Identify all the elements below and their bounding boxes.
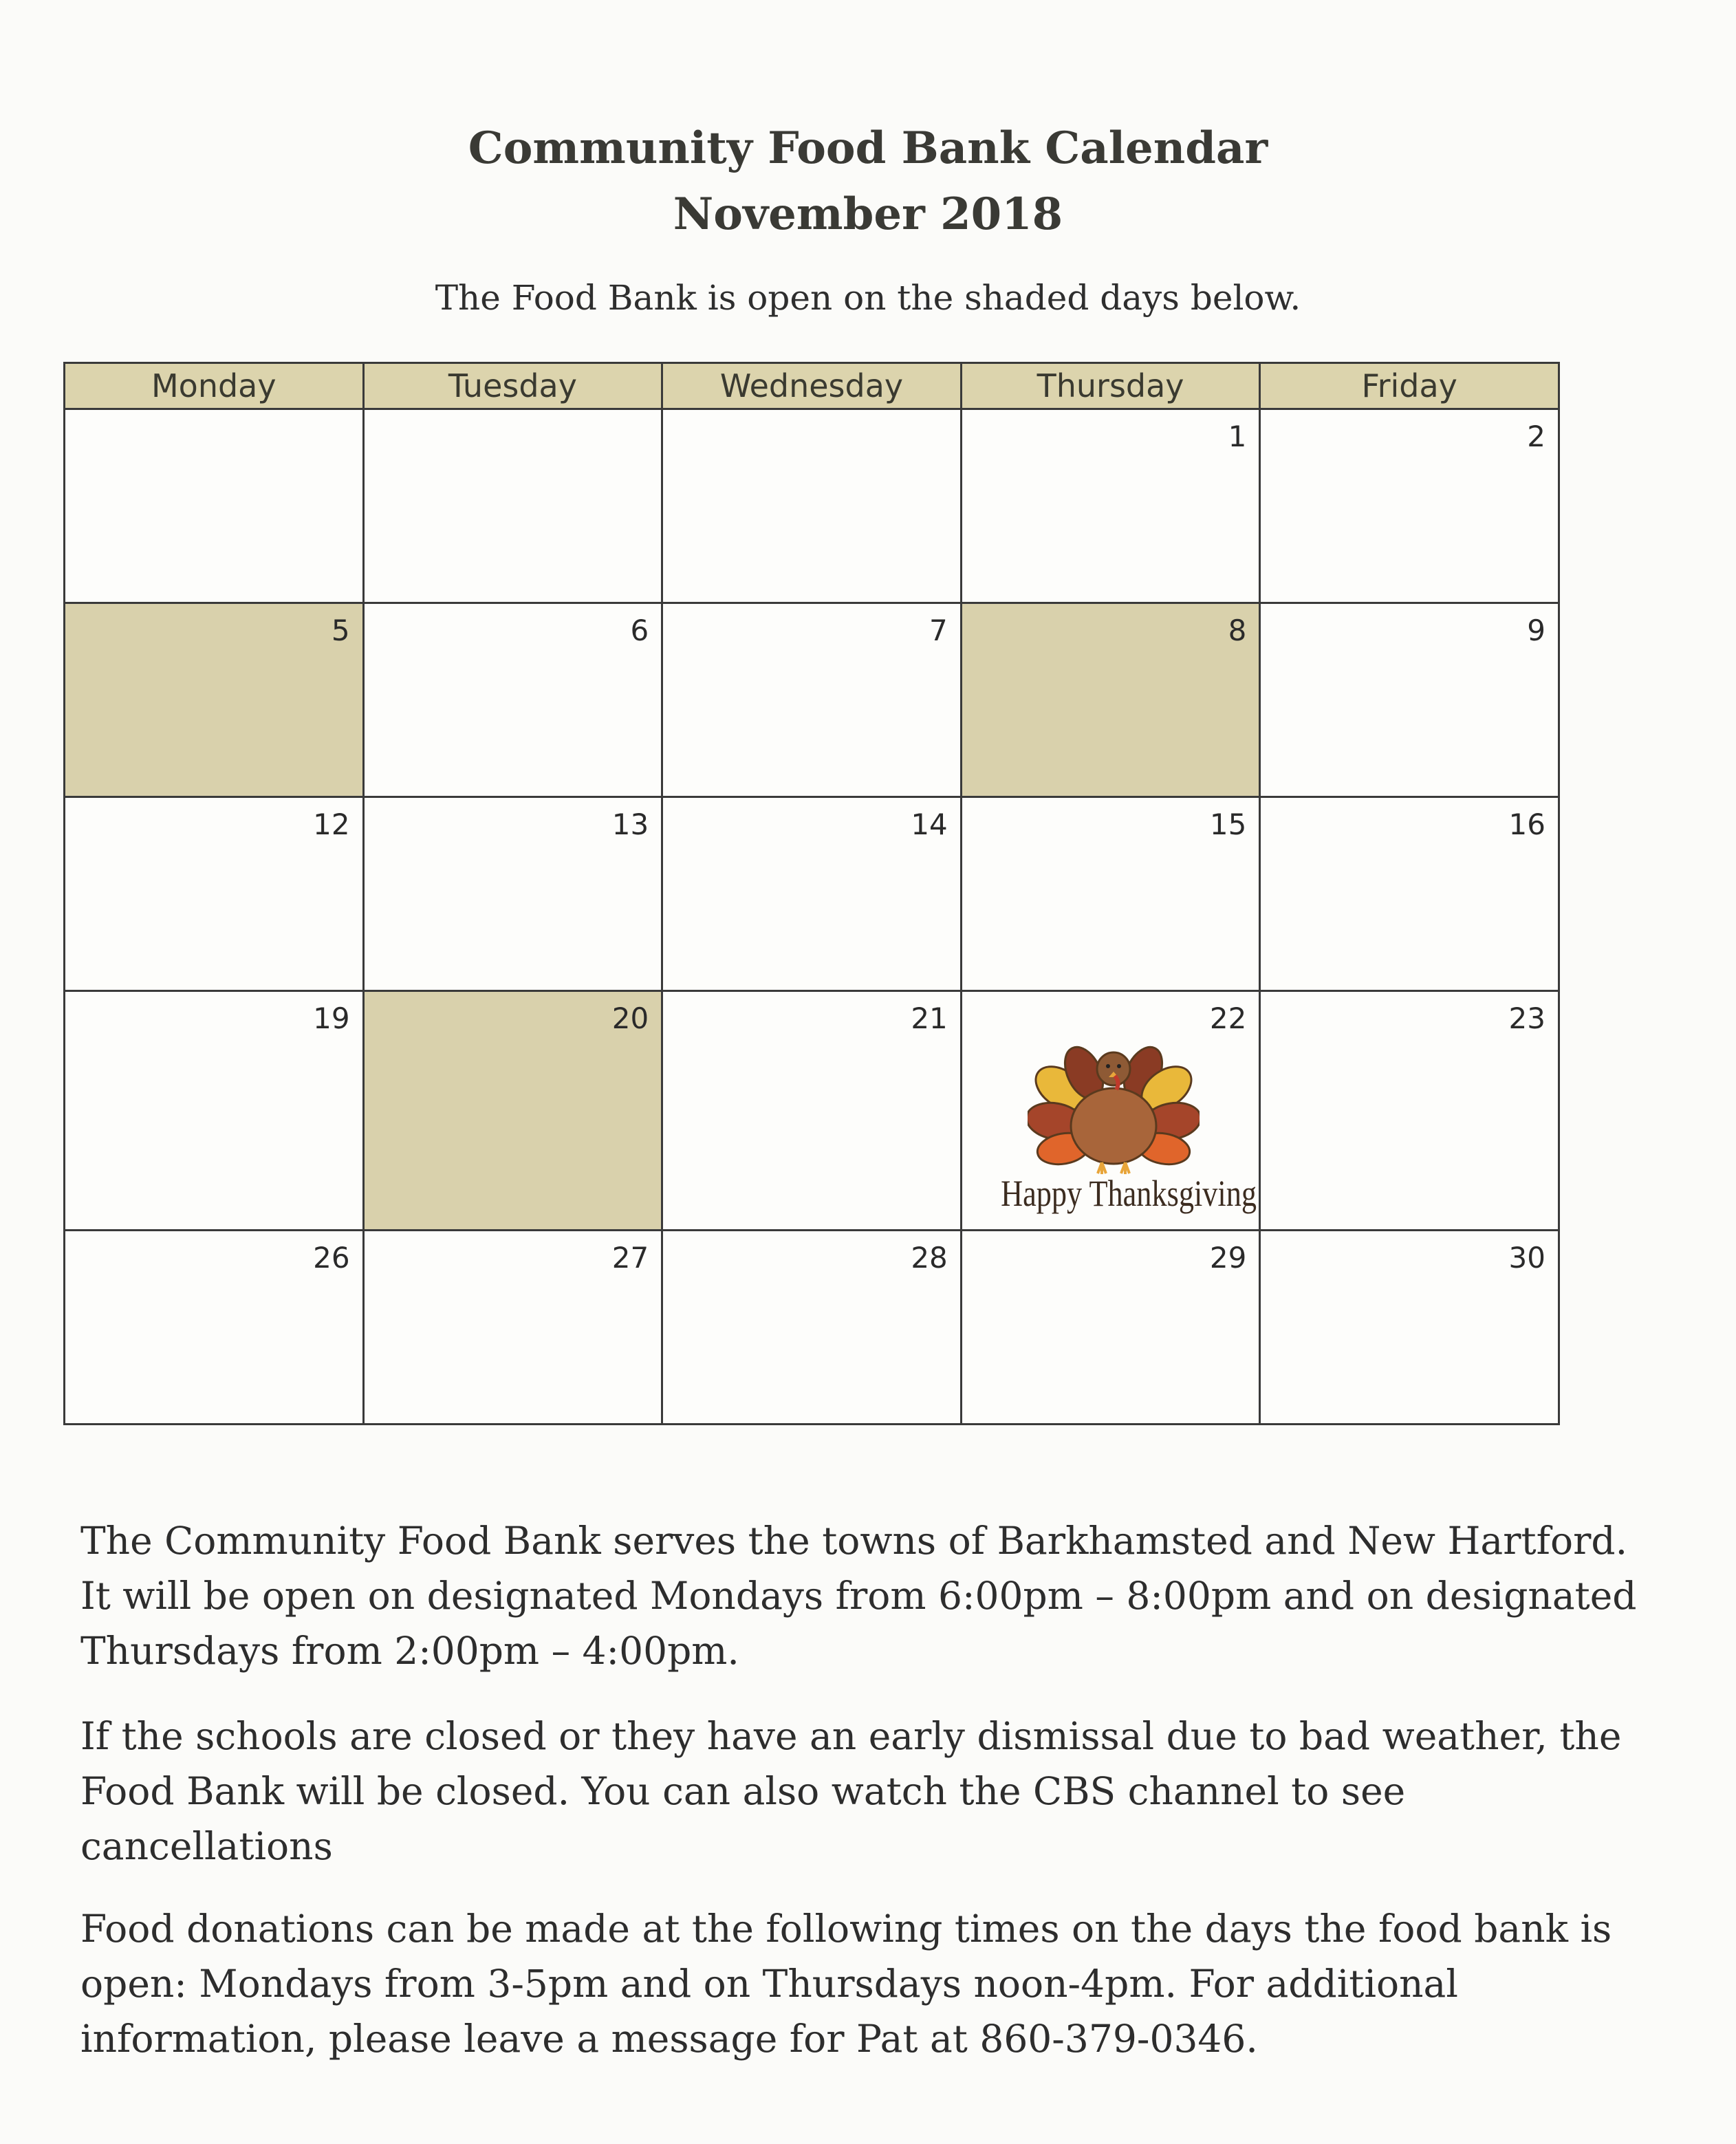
day-number: 8 [1228, 614, 1247, 647]
day-number: 30 [1508, 1241, 1545, 1275]
day-cell [65, 797, 364, 991]
day-number: 6 [630, 614, 649, 647]
thanksgiving-note: Happy Thanksgiving [1000, 1173, 1257, 1214]
day-number: 23 [1508, 1001, 1545, 1035]
calendar-table [63, 362, 1560, 1425]
page-title [0, 116, 1736, 248]
info-paragraph-hours: The Community Food Bank serves the towns of Barkhamsted and New Hartford. It will be open on designated Mondays from 6:00pm – 8:00pm and on designated Thursdays from 2:00pm – 4:00pm. [80, 1519, 1637, 1673]
day-cell [662, 991, 962, 1231]
day-number: 26 [313, 1241, 350, 1275]
weekday-thursday: Thursday [961, 363, 1260, 409]
day-number: 27 [611, 1241, 649, 1275]
day-cell [363, 603, 662, 797]
day-number: 29 [1209, 1241, 1247, 1275]
day-number: 5 [331, 614, 350, 647]
day-cell [662, 603, 962, 797]
day-number: 9 [1527, 614, 1545, 647]
subtitle: The Food Bank is open on the shaded days below. [435, 278, 1301, 318]
weekday-tuesday: Tuesday [363, 363, 662, 409]
info-paragraph-donations: Food donations can be made at the following times on the days the food bank is open: Mondays from 3-5pm and on Thursdays noon-4pm. For additional information, please leave a message for Pat at 860-379-0346. [80, 1907, 1612, 2061]
info-paragraph-weather: If the schools are closed or they have an early dismissal due to bad weather, the Food Bank will be closed. You can also watch the CBS channel to see cancellations [80, 1714, 1622, 1868]
weekday-wednesday: Wednesday [662, 363, 962, 409]
week-row [65, 797, 1559, 991]
turkey-icon [1028, 1040, 1200, 1178]
day-number: 22 [1209, 1001, 1247, 1035]
day-cell [961, 797, 1260, 991]
title-line-1: Community Food Bank Calendar [468, 122, 1268, 174]
day-cell [961, 1231, 1260, 1425]
day-number: 7 [929, 614, 948, 647]
day-number: 16 [1508, 808, 1545, 841]
day-number: 12 [313, 808, 350, 841]
day-number: 13 [611, 808, 649, 841]
day-cell [65, 1231, 364, 1425]
week-row [65, 1231, 1559, 1425]
day-number: 19 [313, 1001, 350, 1035]
weekday-header-row [65, 363, 1559, 409]
day-cell-open [363, 991, 662, 1231]
day-number: 14 [911, 808, 948, 841]
day-cell [1260, 1231, 1559, 1425]
day-cell [662, 1231, 962, 1425]
day-cell-open [961, 603, 1260, 797]
day-cell [65, 409, 364, 603]
info-section-weather [80, 1709, 1662, 1874]
day-cell-thanksgiving [961, 991, 1260, 1231]
day-cell [961, 409, 1260, 603]
day-cell [662, 409, 962, 603]
day-cell [65, 991, 364, 1231]
day-number: 2 [1527, 420, 1545, 453]
info-section [80, 1513, 1662, 1678]
day-cell [662, 797, 962, 991]
weekday-friday: Friday [1260, 363, 1559, 409]
day-cell [363, 409, 662, 603]
day-cell [363, 1231, 662, 1425]
day-number: 21 [911, 1001, 948, 1035]
day-cell [1260, 603, 1559, 797]
day-number: 28 [911, 1241, 948, 1275]
day-cell [1260, 409, 1559, 603]
day-cell [1260, 991, 1559, 1231]
day-cell-open [65, 603, 364, 797]
title-line-2: November 2018 [673, 188, 1063, 240]
week-row [65, 991, 1559, 1231]
weekday-monday: Monday [65, 363, 364, 409]
day-number: 20 [611, 1001, 649, 1035]
day-cell [363, 797, 662, 991]
info-section-donations [80, 1901, 1662, 2066]
week-row [65, 603, 1559, 797]
week-row [65, 409, 1559, 603]
day-number: 15 [1209, 808, 1247, 841]
day-number: 1 [1228, 420, 1247, 453]
day-cell [1260, 797, 1559, 991]
